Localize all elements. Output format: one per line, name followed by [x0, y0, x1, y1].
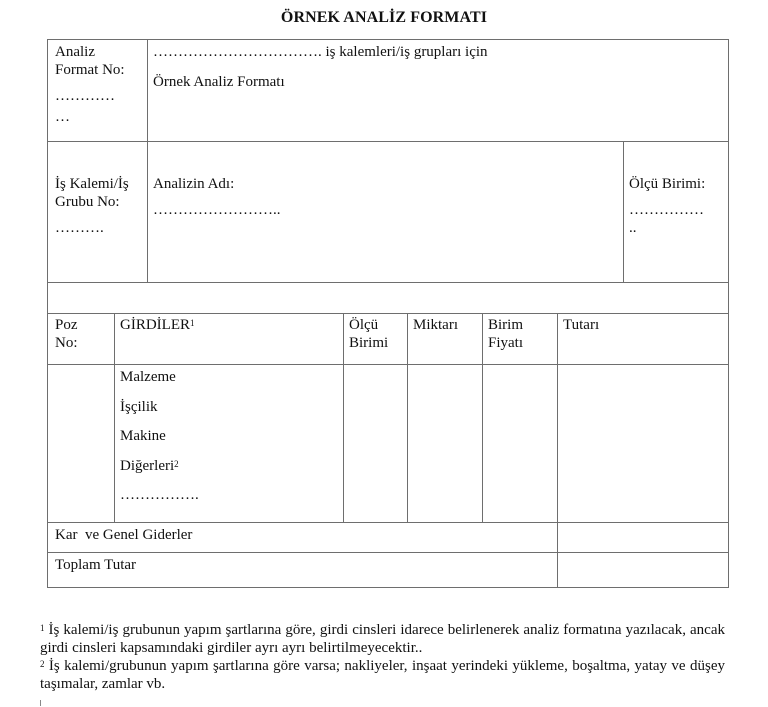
divider-col-poz — [114, 313, 115, 522]
header-unit-price: Birim Fiyatı — [488, 317, 524, 351]
analysis-name-cell — [153, 175, 618, 219]
header-girdiler: GİRDİLER$^1$ — [120, 317, 195, 333]
divider-col-miktar — [482, 313, 483, 522]
divider-header — [47, 364, 729, 365]
divider-col-label — [147, 39, 148, 282]
page-title: ÖRNEK ANALİZ FORMATI — [280, 9, 488, 26]
footnote-2: $^2$ İş kalemi/grubunun yapım şartlarına göre varsa; nakliyeler, inşaat yerindeki yükleme, boşaltma, yatay ve düşey taşımalar, zamlar vb. — [40, 658, 725, 692]
unit-value[interactable]: …………… .. — [629, 202, 704, 236]
item-no-value[interactable]: ………. — [55, 220, 104, 236]
header-poz-no: Poz No: — [55, 317, 78, 351]
list-item[interactable]: Makine — [120, 428, 166, 444]
profit-overhead-label: Kar ve Genel Giderler — [55, 527, 193, 543]
list-item[interactable]: ……………. — [120, 487, 199, 503]
format-heading-cell — [153, 43, 723, 91]
inputs-list — [120, 368, 340, 516]
unit-cell — [629, 175, 727, 237]
divider-row-2 — [47, 282, 729, 283]
border-bottom — [47, 587, 729, 588]
format-no-value[interactable]: ………… … — [55, 88, 115, 125]
footnote-ref-2[interactable]: 2 — [174, 458, 179, 469]
header-quantity: Miktarı — [413, 317, 458, 333]
text-cursor — [40, 700, 41, 706]
divider-col-olcu — [407, 313, 408, 522]
format-no-cell — [55, 43, 147, 129]
item-no-cell — [55, 175, 147, 237]
format-heading-line[interactable]: ……………………………. iş kalemleri/iş grupları için — [153, 44, 488, 60]
header-unit: Ölçü Birimi — [349, 317, 389, 351]
header-amount: Tutarı — [563, 317, 600, 333]
analysis-name-label: Analizin Adı: — [153, 176, 235, 192]
border-right — [728, 39, 729, 588]
divider-profit — [47, 552, 729, 553]
footnotes — [40, 621, 725, 693]
analysis-name-value[interactable]: …………………….. — [153, 202, 281, 218]
divider-row-3 — [47, 313, 729, 314]
item-no-label: İş Kalemi/İş Grubu No: — [55, 176, 129, 210]
format-no-label: Analiz Format No: — [55, 44, 125, 78]
divider-row-1 — [47, 141, 729, 142]
divider-col-girdiler — [343, 313, 344, 522]
list-item[interactable]: Malzeme — [120, 369, 176, 385]
total-amount-label: Toplam Tutar — [55, 557, 137, 573]
list-item[interactable]: İşçilik — [120, 398, 158, 415]
divider-col-tutar — [557, 313, 558, 587]
footnote-1: $^1$ İş kalemi/iş grubunun yapım şartlarına göre, girdi cinsleri idarece belirlenerek analiz formatına yazılacak, ancak girdi cinsleri kapsamındaki girdiler ayrı ayrı belirtilmeyecektir.. — [40, 622, 725, 656]
divider-col-unit — [623, 141, 624, 282]
divider-items — [47, 522, 729, 523]
format-heading-subtitle: Örnek Analiz Formatı — [153, 74, 285, 90]
footnote-ref-1[interactable]: 1 — [190, 318, 195, 328]
border-top — [47, 39, 729, 40]
border-left — [47, 39, 48, 588]
unit-label: Ölçü Birimi: — [629, 176, 706, 192]
list-item[interactable]: Diğerleri$^2$ — [120, 457, 179, 474]
